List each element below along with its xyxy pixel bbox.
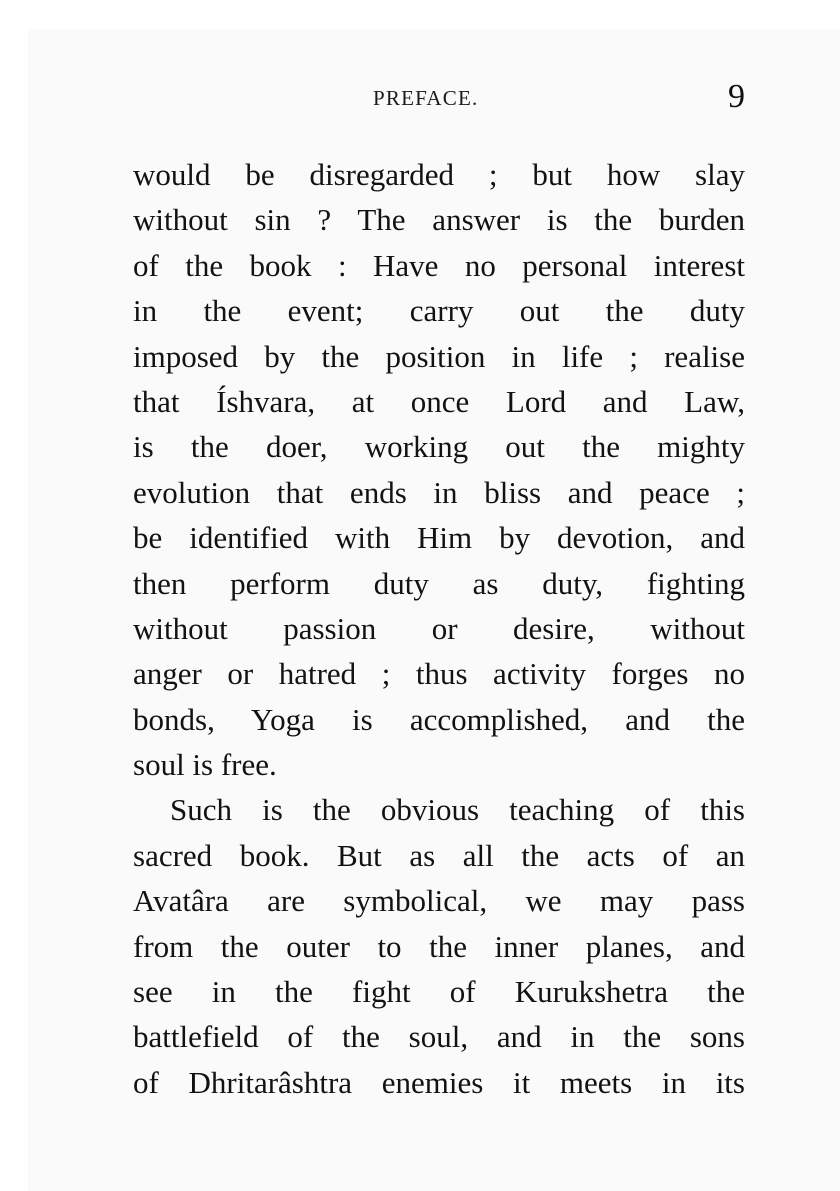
paragraph-1 <box>133 152 745 787</box>
text-line: battlefield of the soul, and in the sons <box>133 1019 745 1055</box>
page-header <box>0 78 840 122</box>
paragraph-2 <box>133 787 745 1105</box>
body-text <box>133 152 745 1105</box>
text-line: then perform duty as duty, fighting <box>133 565 745 601</box>
text-line: anger or hatred ; thus activity forges no <box>133 656 745 692</box>
text-line: evolution that ends in bliss and peace ; <box>133 474 745 510</box>
text-line: without passion or desire, without <box>133 610 745 646</box>
text-line: bonds, Yoga is accomplished, and the <box>133 701 745 737</box>
text-line: sacred book. But as all the acts of an <box>133 837 745 873</box>
text-line: Such is the obvious teaching of this <box>170 792 745 828</box>
text-line: imposed by the position in life ; realise <box>133 338 745 374</box>
text-line: in the event; carry out the duty <box>133 293 745 329</box>
page-number: 9 <box>728 78 745 115</box>
text-line: of Dhritarâshtra enemies it meets in its <box>133 1064 745 1100</box>
text-line: of the book : Have no personal interest <box>133 247 745 283</box>
text-line: soul is free. <box>133 747 277 783</box>
running-head: PREFACE. <box>373 86 479 110</box>
text-line: is the doer, working out the mighty <box>133 429 745 465</box>
text-line: without sin ? The answer is the burden <box>133 202 745 238</box>
text-line: see in the fight of Kurukshetra the <box>133 974 745 1010</box>
text-line: would be disregarded ; but how slay <box>133 157 745 192</box>
text-line: be identified with Him by devotion, and <box>133 520 745 556</box>
text-line: from the outer to the inner planes, and <box>133 928 745 964</box>
text-line: that Íshvara, at once Lord and Law, <box>133 383 745 419</box>
text-line: Avatâra are symbolical, we may pass <box>133 883 745 919</box>
